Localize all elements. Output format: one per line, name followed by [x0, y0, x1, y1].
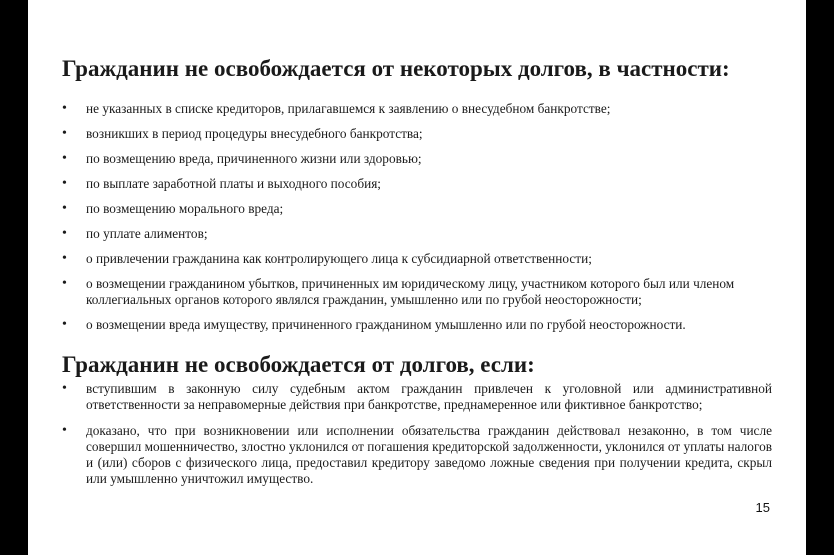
list-item: • по уплате алиментов;: [62, 226, 772, 242]
section-1-list: [62, 101, 772, 342]
slide-page: [28, 0, 806, 555]
list-item: • по возмещению вреда, причиненного жизни или здоровью;: [62, 151, 772, 167]
page-number: 15: [755, 500, 770, 515]
list-item: • по возмещению морального вреда;: [62, 201, 772, 217]
list-item: • возникших в период процедуры внесудебного банкротства;: [62, 126, 772, 142]
list-item: • не указанных в списке кредиторов, прилагавшемся к заявлению о внесудебном банкротстве;: [62, 101, 772, 117]
list-item: • о возмещении вреда имуществу, причиненного гражданином умышленно или по грубой неосторожности.: [62, 317, 772, 333]
section-2-list: [62, 381, 772, 497]
list-item: • вступившим в законную силу судебным актом гражданин привлечен к уголовной или административной ответственности за неправомерные действия при банкротстве, преднамеренное или фиктивное банкротство;: [62, 381, 772, 413]
section-2-title: Гражданин не освобождается от долгов, если:: [62, 352, 535, 377]
list-item: • доказано, что при возникновении или исполнении обязательства гражданин действовал незаконно, в том числе совершил мошенничество, злостно уклонился от погашения кредиторской задолженности, уклонился от уплаты налогов и (или) сборов с физического лица, предоставил кредитору заведомо ложные сведения при получении кредита, скрыл или умышленно уничтожил имущество.: [62, 423, 772, 487]
list-item: • по выплате заработной платы и выходного пособия;: [62, 176, 772, 192]
list-item: • о возмещении гражданином убытков, причиненных им юридическому лицу, участником которого был или членом коллегиальных органов которого являлся гражданин, умышленно или по грубой неосторожности;: [62, 276, 772, 308]
list-item: • о привлечении гражданина как контролирующего лица к субсидиарной ответственности;: [62, 251, 772, 267]
section-1-title: Гражданин не освобождается от некоторых долгов, в частности:: [62, 56, 730, 81]
